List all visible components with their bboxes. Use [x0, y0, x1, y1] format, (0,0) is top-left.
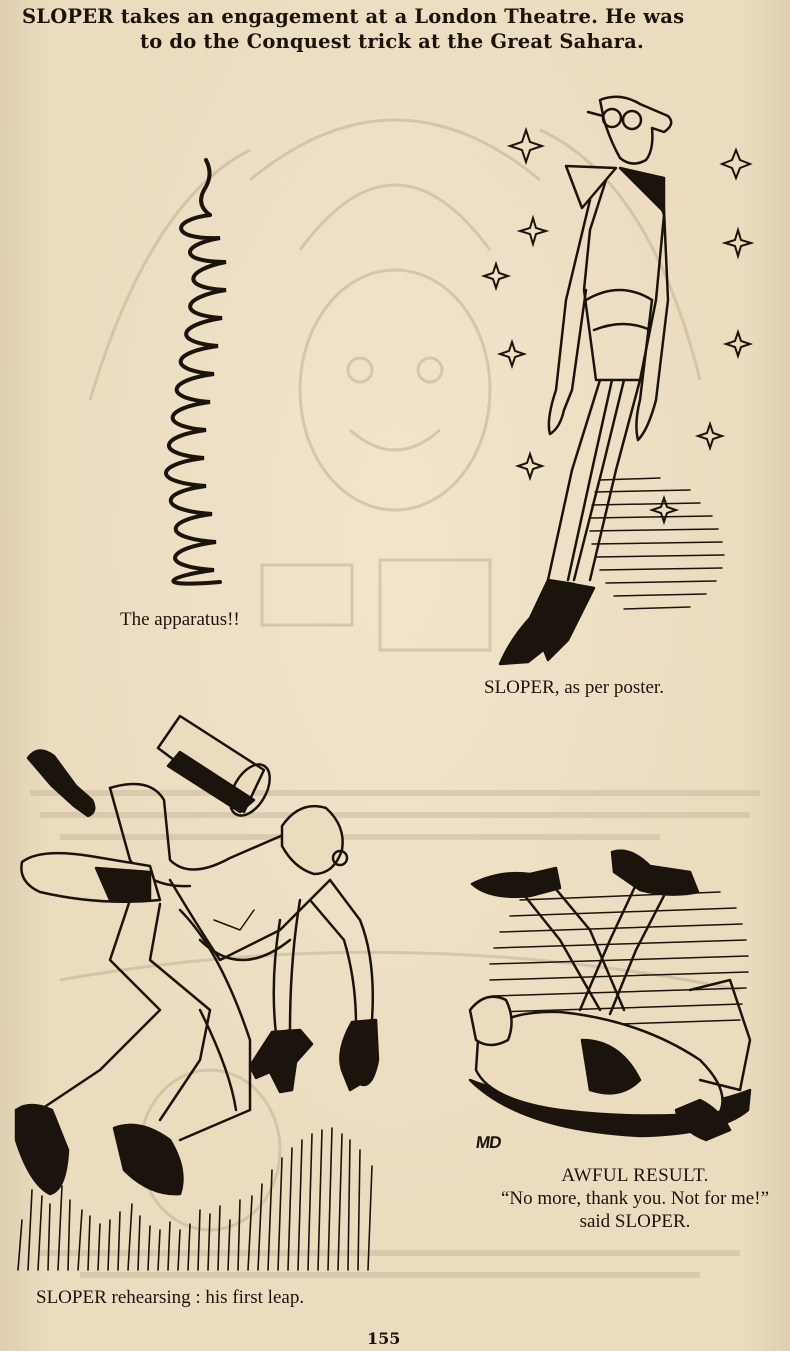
- caption-rehearsing: SLOPER rehearsing : his first leap.: [36, 1287, 305, 1308]
- caption-poster: SLOPER, as per poster.: [484, 677, 664, 698]
- caption-result-said: said SLOPER.: [579, 1211, 691, 1232]
- artist-signature: MD: [474, 1133, 502, 1152]
- caption-result-title: AWFUL RESULT.: [561, 1165, 709, 1186]
- page-heading: [22, 4, 790, 54]
- caption-awful-result: [496, 1164, 774, 1233]
- page-number: 155: [367, 1329, 401, 1348]
- heading-line-2: to do the Conquest trick at the Great Sahara.: [140, 30, 644, 53]
- caption-result-quote: “No more, thank you. Not for me!”: [500, 1188, 770, 1209]
- heading-line-1: SLOPER takes an engagement at a London Theatre. He was: [22, 5, 685, 28]
- caption-apparatus: The apparatus!!: [120, 609, 240, 630]
